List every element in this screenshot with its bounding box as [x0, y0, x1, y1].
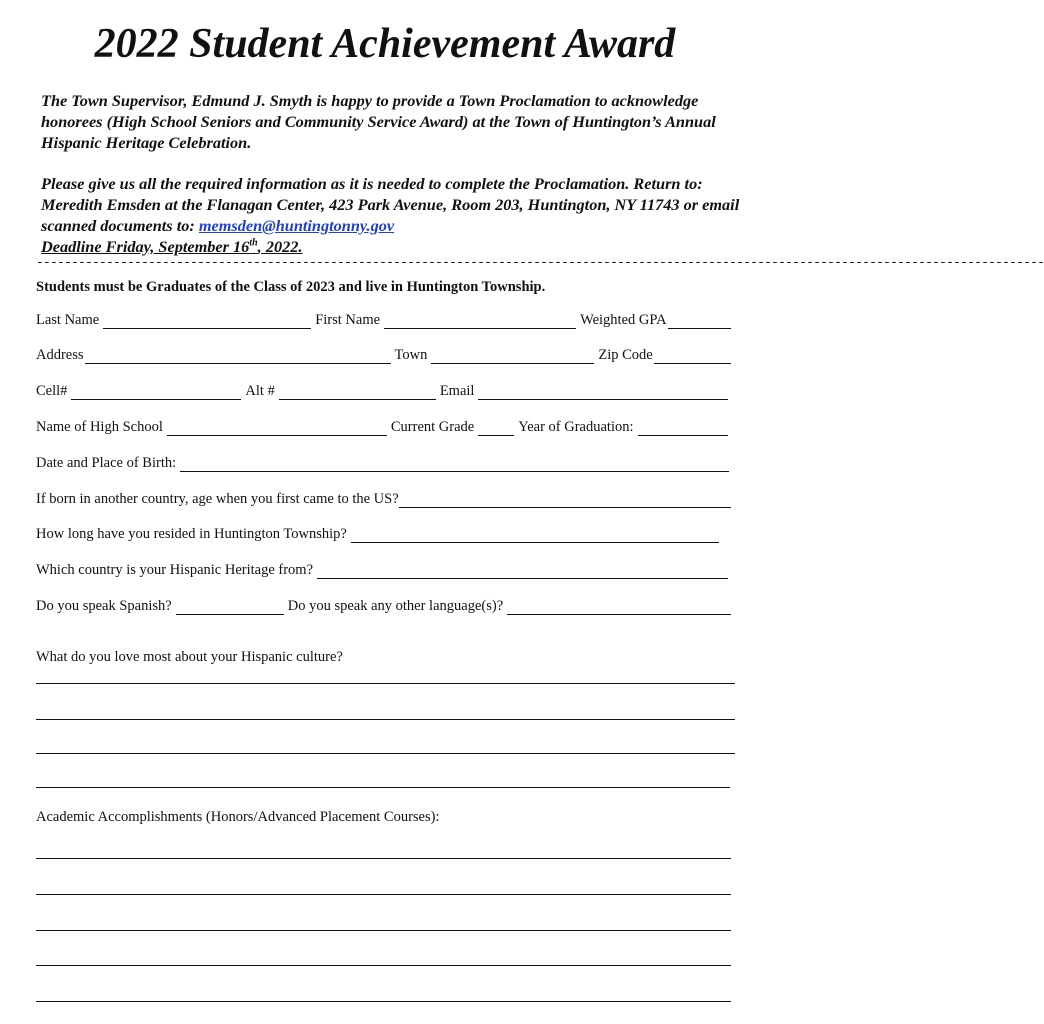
weighted-gpa-field[interactable]: [668, 316, 731, 329]
born-other-row: [36, 491, 731, 508]
eligibility-note: Students must be Graduates of the Class of 2023 and live in Huntington Township.: [36, 279, 546, 295]
heritage-field[interactable]: [317, 566, 728, 579]
spanish-field[interactable]: [176, 602, 284, 615]
culture-answer-line[interactable]: [36, 683, 735, 684]
page-title: 2022 Student Achievement Award: [94, 21, 676, 67]
address-row: [36, 347, 731, 364]
academic-answer-line[interactable]: [36, 930, 731, 931]
town-label: Town: [394, 347, 428, 363]
culture-question: What do you love most about your Hispanic culture?: [36, 649, 343, 665]
email-link[interactable]: memsden@huntingtonny.gov: [198, 216, 395, 235]
weighted-gpa-label: Weighted GPA: [580, 312, 667, 328]
resided-field[interactable]: [351, 530, 719, 543]
academic-answer-line[interactable]: [36, 1001, 731, 1002]
birth-field[interactable]: [180, 459, 729, 472]
birth-label: Date and Place of Birth:: [36, 455, 177, 471]
contact-row: [36, 383, 731, 400]
current-grade-field[interactable]: [478, 423, 514, 436]
last-name-label: Last Name: [36, 312, 100, 328]
cell-label: Cell#: [36, 383, 68, 399]
high-school-label: Name of High School: [36, 419, 163, 435]
other-language-field[interactable]: [507, 602, 731, 615]
year-graduation-label: Year of Graduation:: [518, 419, 634, 435]
deadline: Deadline Friday, September 16th, 2022.: [41, 237, 303, 256]
culture-answer-line[interactable]: [36, 719, 735, 720]
divider: ------------------------------------------------------------------------------------------------------------------------------------------------: [36, 255, 1044, 270]
birth-row: [36, 455, 731, 472]
born-other-field[interactable]: [399, 495, 731, 508]
zip-field[interactable]: [654, 351, 731, 364]
academic-answer-line[interactable]: [36, 965, 731, 966]
last-name-field[interactable]: [103, 316, 311, 329]
cell-field[interactable]: [71, 387, 241, 400]
email-label: Email: [439, 383, 475, 399]
high-school-field[interactable]: [167, 423, 387, 436]
alt-label: Alt #: [245, 383, 275, 399]
year-graduation-field[interactable]: [638, 423, 728, 436]
instructions-paragraph: [41, 173, 741, 257]
address-field[interactable]: [85, 351, 391, 364]
first-name-label: First Name: [315, 312, 381, 328]
first-name-field[interactable]: [384, 316, 576, 329]
academic-question: Academic Accomplishments (Honors/Advanced Placement Courses):: [36, 809, 440, 825]
other-language-label: Do you speak any other language(s)?: [287, 598, 504, 614]
language-row: [36, 598, 731, 615]
name-row: [36, 312, 731, 329]
heritage-row: [36, 562, 731, 579]
school-row: [36, 419, 731, 436]
current-grade-label: Current Grade: [390, 419, 475, 435]
town-field[interactable]: [431, 351, 594, 364]
culture-answer-line[interactable]: [36, 753, 735, 754]
zip-label: Zip Code: [598, 347, 653, 363]
intro-paragraph: The Town Supervisor, Edmund J. Smyth is happy to provide a Town Proclamation to acknowledge honorees (High School Seniors and Community Service Award) at the Town of Huntington’s Annual Hispanic Heritage Celebration.: [41, 91, 716, 152]
alt-field[interactable]: [279, 387, 436, 400]
spanish-label: Do you speak Spanish?: [36, 598, 172, 614]
email-field[interactable]: [478, 387, 728, 400]
heritage-label: Which country is your Hispanic Heritage from?: [36, 562, 314, 578]
culture-answer-line[interactable]: [36, 787, 730, 788]
instructions-text: Please give us all the required information as it is needed to complete the Proclamation. Return to: Meredith Emsden at the Flanagan Center, 423 Park Avenue, Room 203, Huntington, NY 11743 or email scanned documents to:: [41, 174, 740, 235]
address-label: Address: [36, 347, 84, 363]
academic-answer-line[interactable]: [36, 894, 731, 895]
academic-answer-line[interactable]: [36, 858, 731, 859]
resided-row: [36, 526, 731, 543]
born-other-label: If born in another country, age when you first came to the US?: [36, 491, 399, 507]
resided-label: How long have you resided in Huntington Township?: [36, 526, 347, 542]
